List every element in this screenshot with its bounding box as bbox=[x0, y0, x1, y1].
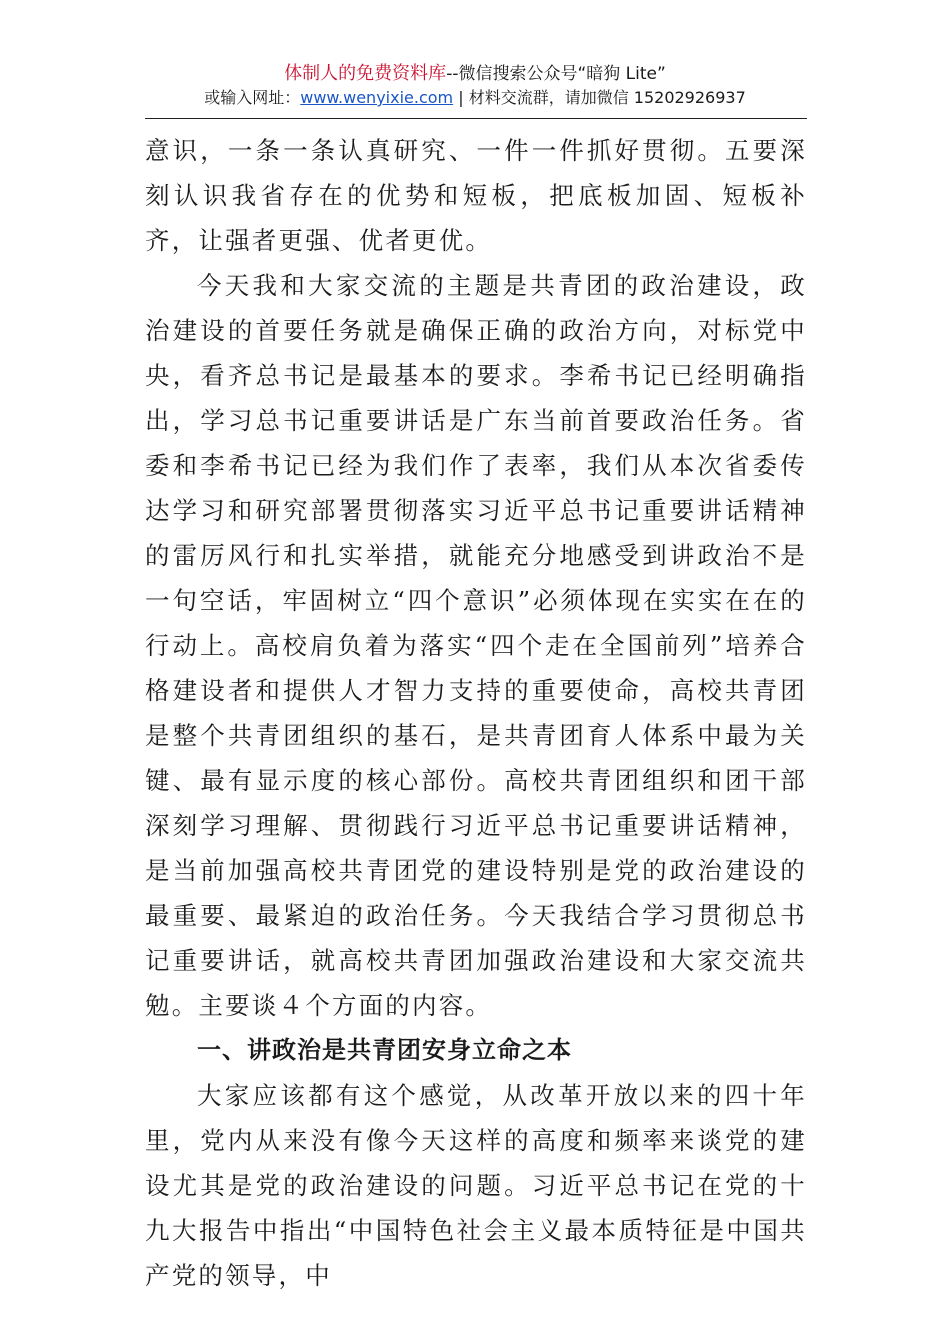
header-contact: 材料交流群，请加微信 15202926937 bbox=[468, 88, 746, 107]
document-body bbox=[145, 128, 807, 1298]
paragraph-2: 今天我和大家交流的主题是共青团的政治建设，政治建设的首要任务就是确保正确的政治方向，对标党中央，看齐总书记是最基本的要求。李希书记已经明确指出，学习总书记重要讲话是广东当前首要政治任务。省委和李希书记已经为我们作了表率，我们从本次省委传达学习和研究部署贯彻落实习近平总书记重要讲话精神的雷厉风行和扎实举措，就能充分地感受到讲政治不是一句空话，牢固树立“四个意识”必须体现在实实在在的行动上。高校肩负着为落实“四个走在全国前列”培养合格建设者和提供人才智力支持的重要使命，高校共青团是整个共青团组织的基石，是共青团育人体系中最为关键、最有显示度的核心部份。高校共青团组织和团干部深刻学习理解、贯彻践行习近平总书记重要讲话精神，是当前加强高校共青团党的建设特别是党的政治建设的最重要、最紧迫的政治任务。今天我结合学习贯彻总书记重要讲话，就高校共青团加强政治建设和大家交流共勉。主要谈４个方面的内容。 bbox=[145, 271, 807, 1020]
header-brand: 体制人的免费资料库 bbox=[284, 63, 447, 84]
header-tagline: --微信搜索公众号“暗狗 Lite” bbox=[446, 64, 666, 84]
paragraph-3: 大家应该都有这个感觉，从改革开放以来的四十年里，党内从来没有像今天这样的高度和频率来谈党的建设尤其是党的政治建设的问题。习近平总书记在党的十九大报告中指出“中国特色社会主义最本质特征是中国共产党的领导，中 bbox=[145, 1081, 807, 1290]
section-heading-1: 一、讲政治是共青团安身立命之本 bbox=[197, 1036, 572, 1064]
header-line-1 bbox=[0, 62, 950, 86]
header-line-2 bbox=[0, 86, 950, 110]
paragraph-1: 意识，一条一条认真研究、一件一件抓好贯彻。五要深刻认识我省存在的优势和短板，把底板加固、短板补齐，让强者更强、优者更优。 bbox=[145, 136, 807, 255]
header-url-prefix: 或输入网址： bbox=[204, 88, 301, 107]
page-header bbox=[0, 62, 950, 110]
header-website-link[interactable]: www.wenyixie.com bbox=[300, 88, 454, 107]
header-separator: | bbox=[453, 88, 469, 107]
header-divider bbox=[145, 118, 807, 119]
